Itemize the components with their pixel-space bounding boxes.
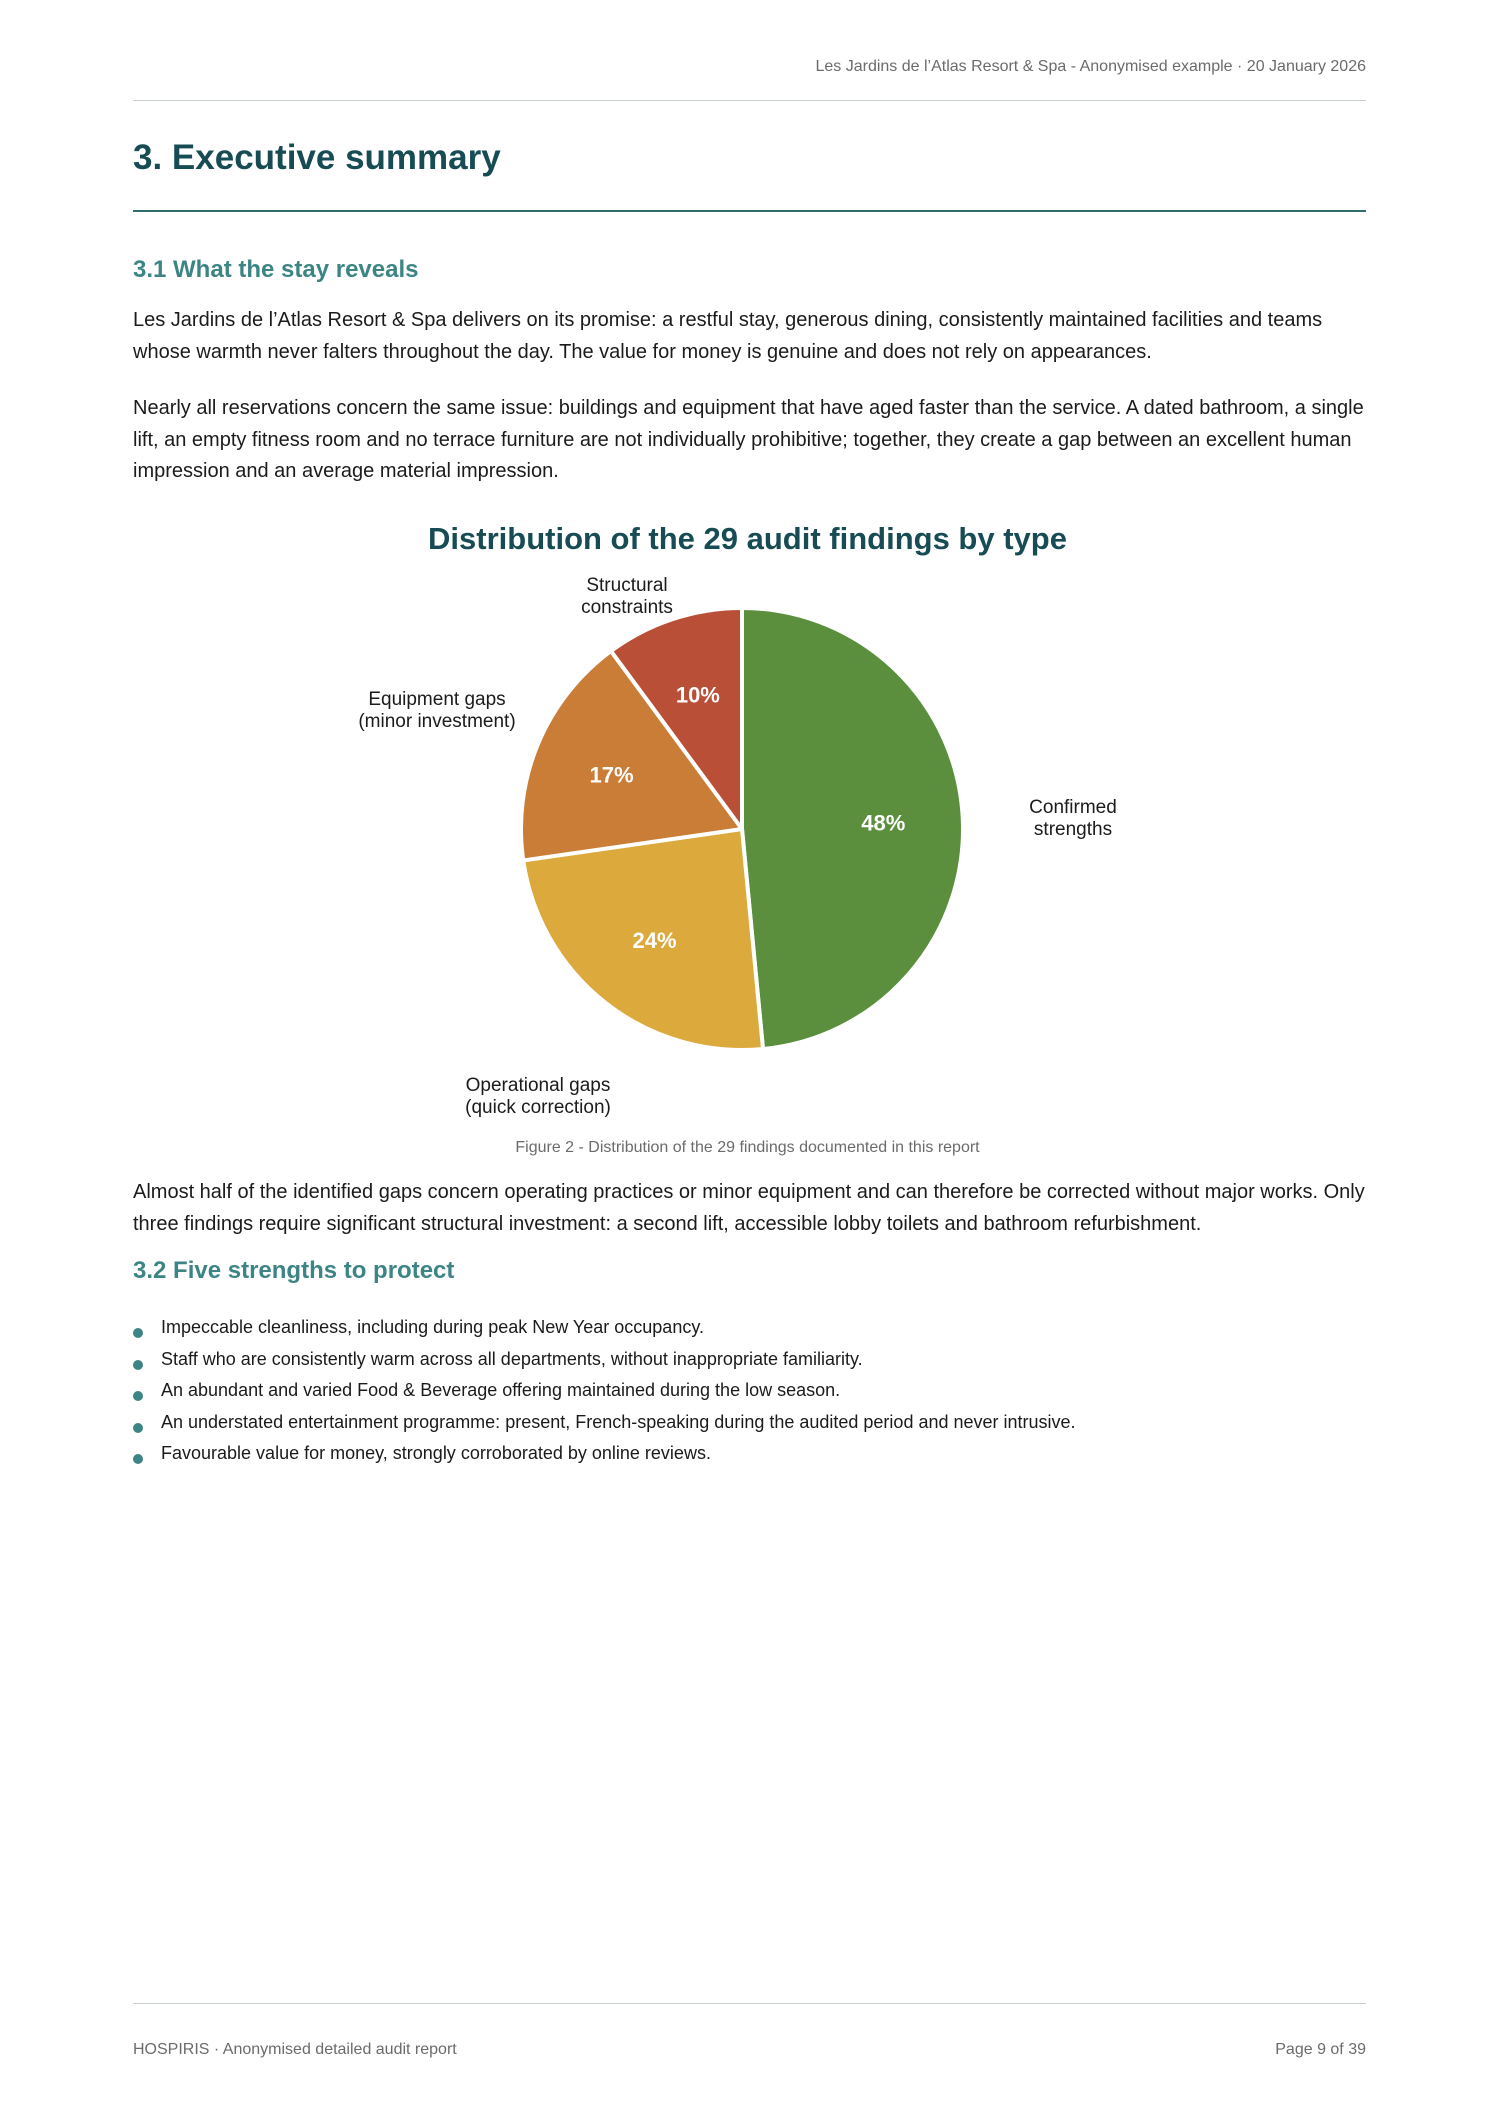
bullet-icon <box>133 1328 143 1338</box>
list-item <box>133 1410 1076 1442</box>
bullet-icon <box>133 1360 143 1370</box>
figure-caption: Figure 2 - Distribution of the 29 findings documented in this report <box>515 1139 980 1156</box>
pie-value-label-structural-constraints: 10% <box>675 682 720 708</box>
bullet-icon <box>133 1423 143 1433</box>
list-item-text: Favourable value for money, strongly corroborated by online reviews. <box>161 1443 711 1463</box>
pie-slice-confirmed-strengths <box>742 608 963 1049</box>
footer-divider <box>133 2003 1366 2004</box>
footer-page-number: Page 9 of 39 <box>1275 2041 1366 2058</box>
list-item <box>133 1441 1076 1473</box>
paragraph-2: Nearly all reservations concern the same issue: buildings and equipment that have aged faster than the service. A dated bathroom, a single lift, an empty fitness room and no terrace furniture are not individually prohibitive; together, they create a gap between an excellent human impression and an average material impression. <box>133 397 1364 482</box>
bullet-icon <box>133 1454 143 1464</box>
list-item <box>133 1347 1076 1379</box>
subsection-title-2: 3.2 Five strengths to protect <box>133 1257 455 1284</box>
pie-category-label-operational-gaps: Operational gaps (quick correction) <box>465 1075 611 1118</box>
footer-left: HOSPIRIS · Anonymised detailed audit report <box>133 2041 457 2058</box>
subsection-title-1: 3.1 What the stay reveals <box>133 256 419 283</box>
section-title: 3. Executive summary <box>133 138 501 177</box>
pie-category-label-structural-constraints: Structural constraints <box>581 575 673 618</box>
pie-category-label-equipment-gaps: Equipment gaps (minor investment) <box>358 689 516 732</box>
bullet-icon <box>133 1391 143 1401</box>
pie-value-label-operational-gaps: 24% <box>632 928 677 954</box>
list-item-text: An understated entertainment programme: present, French-speaking during the audited period and never intrusive. <box>161 1411 1076 1432</box>
paragraph-3: Almost half of the identified gaps concern operating practices or minor equipment and can therefore be corrected without major works. Only three findings require significant structural investment: a second lift, accessible lobby toilets and bathroom refurbishment. <box>133 1181 1365 1235</box>
pie-category-label-confirmed-strengths: Confirmed strengths <box>1029 797 1117 840</box>
paragraph-1: Les Jardins de l’Atlas Resort & Spa delivers on its promise: a restful stay, generous dining, consistently maintained facilities and teams whose warmth never falters throughout the day. The value for money is genuine and does not rely on appearances. <box>133 309 1323 363</box>
list-item-text: An abundant and varied Food & Beverage offering maintained during the low season. <box>161 1380 841 1400</box>
page-header: Les Jardins de l’Atlas Resort & Spa - Anonymised example · 20 January 2026 <box>815 58 1366 75</box>
list-item <box>133 1378 1076 1410</box>
pie-value-label-confirmed-strengths: 48% <box>861 810 906 836</box>
list-item <box>133 1315 1076 1347</box>
list-item-text: Impeccable cleanliness, including during peak New Year occupancy. <box>161 1317 704 1337</box>
list-item-text: Staff who are consistently warm across all departments, without inappropriate familiarity. <box>161 1348 863 1369</box>
chart-title: Distribution of the 29 audit findings by type <box>428 521 1067 556</box>
strengths-list <box>133 1315 1076 1473</box>
pie-value-label-equipment-gaps: 17% <box>589 762 634 788</box>
